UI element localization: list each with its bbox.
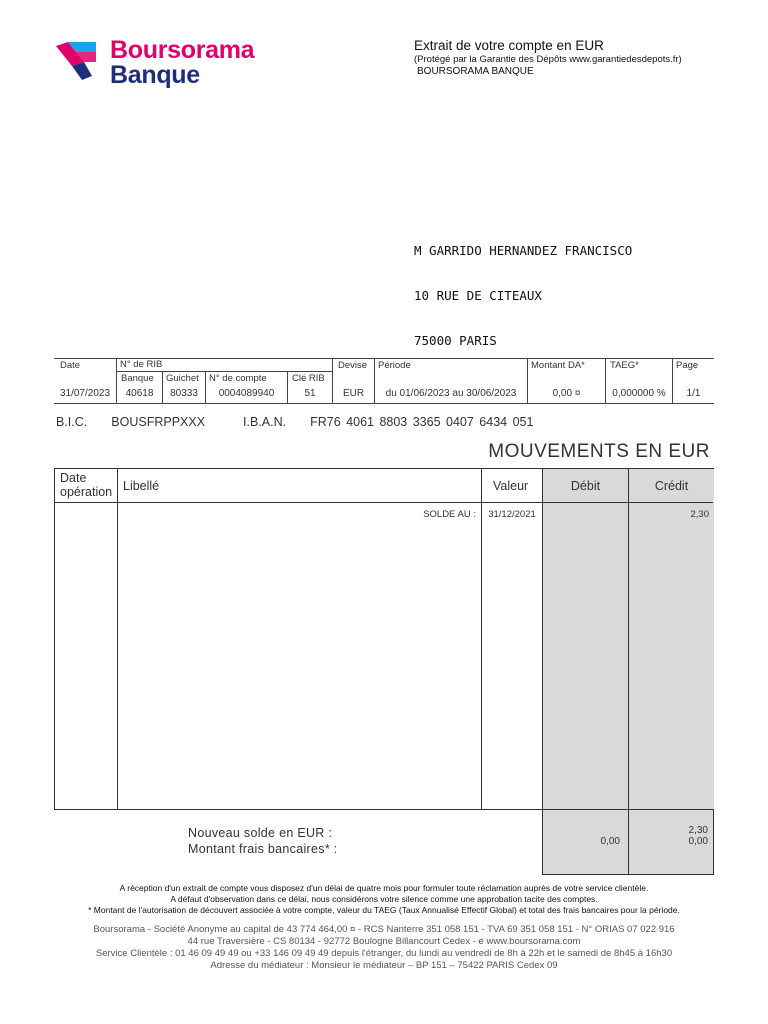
rib-header-page: Page: [676, 360, 699, 371]
rib-header-rib: N° de RIB: [120, 359, 163, 370]
brand-line2: Banque: [110, 61, 200, 89]
recipient-city: 75000 PARIS: [414, 333, 497, 348]
movements-table: [54, 468, 714, 810]
bic-label: B.I.C.: [56, 415, 88, 429]
col-header-date-line2: opération: [60, 485, 113, 499]
footer-website[interactable]: www.boursorama.com: [483, 936, 581, 947]
recipient-street: 10 RUE DE CITEAUX: [414, 288, 542, 303]
iban-value: FR76 4061 8803 3365 0407 6434 051: [310, 415, 534, 429]
brand-line1: Boursorama: [110, 36, 255, 64]
row-valeur: 31/12/2021: [488, 509, 536, 520]
note-taeg: * Montant de l'autorisation de découvert associée à votre compte, valeur du TAEG (Taux Annualisé Effectif Global) et total des frais bancaires pour la période.: [88, 905, 680, 915]
rib-value-guichet: 80333: [170, 388, 198, 399]
movements-title: MOUVEMENTS EN EUR: [488, 441, 710, 462]
nouveau-solde-label: Nouveau solde en EUR :: [188, 826, 333, 840]
rib-header-date: Date: [60, 360, 81, 371]
rib-value-banque: 40618: [125, 388, 154, 399]
rib-table: [54, 358, 714, 404]
rib-header-devise: Devise: [338, 360, 368, 371]
note-silence: A défaut d'observation dans ce délai, nous considérons votre silence comme une approbation tacite des comptes.: [170, 894, 598, 904]
debit-column-shade: [542, 469, 628, 809]
bic-value: BOUSFRPPXXX: [111, 415, 206, 429]
recipient-name: M GARRIDO HERNANDEZ FRANCISCO: [414, 243, 633, 258]
col-header-date: [60, 471, 112, 499]
row-credit: 2,30: [690, 509, 709, 520]
frais-bancaires-label: Montant frais bancaires* :: [188, 842, 338, 856]
footer-service-client: Service Clientèle : 01 46 09 49 49 ou +33 146 09 49 49 depuis l'étranger, du lundi au vendredi de 8h à 22h et le samedi de 8h45 à 16h30: [95, 948, 673, 959]
footer-address: [0, 936, 768, 948]
rib-value-montant-da: 0,00 ¤: [552, 388, 581, 399]
rib-header-banque: Banque: [121, 373, 154, 384]
iban-label: I.B.A.N.: [243, 415, 287, 429]
rib-value-taeg: 0,000000 %: [612, 388, 666, 399]
footer-e-icon: e: [478, 936, 484, 947]
col-header-libelle: Libellé: [123, 479, 160, 493]
rib-value-page: 1/1: [686, 388, 701, 399]
statement-title: Extrait de votre compte en EUR: [414, 38, 604, 53]
brand-wordmark: [110, 38, 254, 88]
note-reclamation: A réception d'un extrait de compte vous disposez d'un délai de quatre mois pour formuler toute réclamation auprès de votre service clientèle.: [119, 883, 649, 893]
rib-value-devise: EUR: [342, 388, 365, 399]
totals-box: [542, 810, 714, 876]
col-header-date-line1: Date: [60, 471, 87, 485]
rib-value-cle: 51: [304, 388, 316, 399]
rib-header-cle: Clé RIB: [292, 373, 325, 384]
recipient-address: [414, 213, 632, 363]
col-header-debit: Débit: [570, 479, 601, 493]
row-libelle: SOLDE AU :: [423, 509, 476, 520]
credit-column-shade: [628, 469, 714, 809]
rib-value-compte: 0004089940: [218, 388, 275, 399]
bic-iban-line: [56, 415, 557, 429]
rib-header-compte: N° de compte: [209, 373, 267, 384]
total-credit-frais: 0,00: [688, 836, 708, 847]
rib-header-montant-da: Montant DA*: [531, 360, 585, 371]
total-debit: 0,00: [600, 836, 620, 847]
rib-header-taeg: TAEG*: [610, 360, 639, 371]
footer-company: Boursorama - Société Anonyme au capital de 43 774 464,00 ¤ - RCS Nanterre 351 058 151 - TVA 69 351 058 151 - N° ORIAS 07 022 916: [93, 924, 675, 935]
rib-header-periode: Période: [378, 360, 411, 371]
statement-subtitle: (Protégé par la Garantie des Dépôts www.garantiedesdepots.fr): [414, 54, 682, 65]
total-credit-solde: 2,30: [688, 825, 708, 836]
footer-mediateur: Adresse du médiateur : Monsieur le médiateur – BP 151 – 75422 PARIS Cedex 09: [210, 960, 558, 971]
rib-value-date: 31/07/2023: [59, 388, 111, 399]
footer-address-text: 44 rue Traversière - CS 80134 - 92772 Boulogne Billancourt Cedex -: [187, 936, 479, 947]
rib-header-guichet: Guichet: [166, 373, 199, 384]
boursorama-logo-mark: [54, 40, 100, 82]
rib-value-periode: du 01/06/2023 au 30/06/2023: [385, 388, 517, 399]
col-header-credit: Crédit: [654, 479, 689, 493]
bank-name: BOURSORAMA BANQUE: [417, 66, 534, 77]
col-header-valeur: Valeur: [493, 479, 529, 493]
